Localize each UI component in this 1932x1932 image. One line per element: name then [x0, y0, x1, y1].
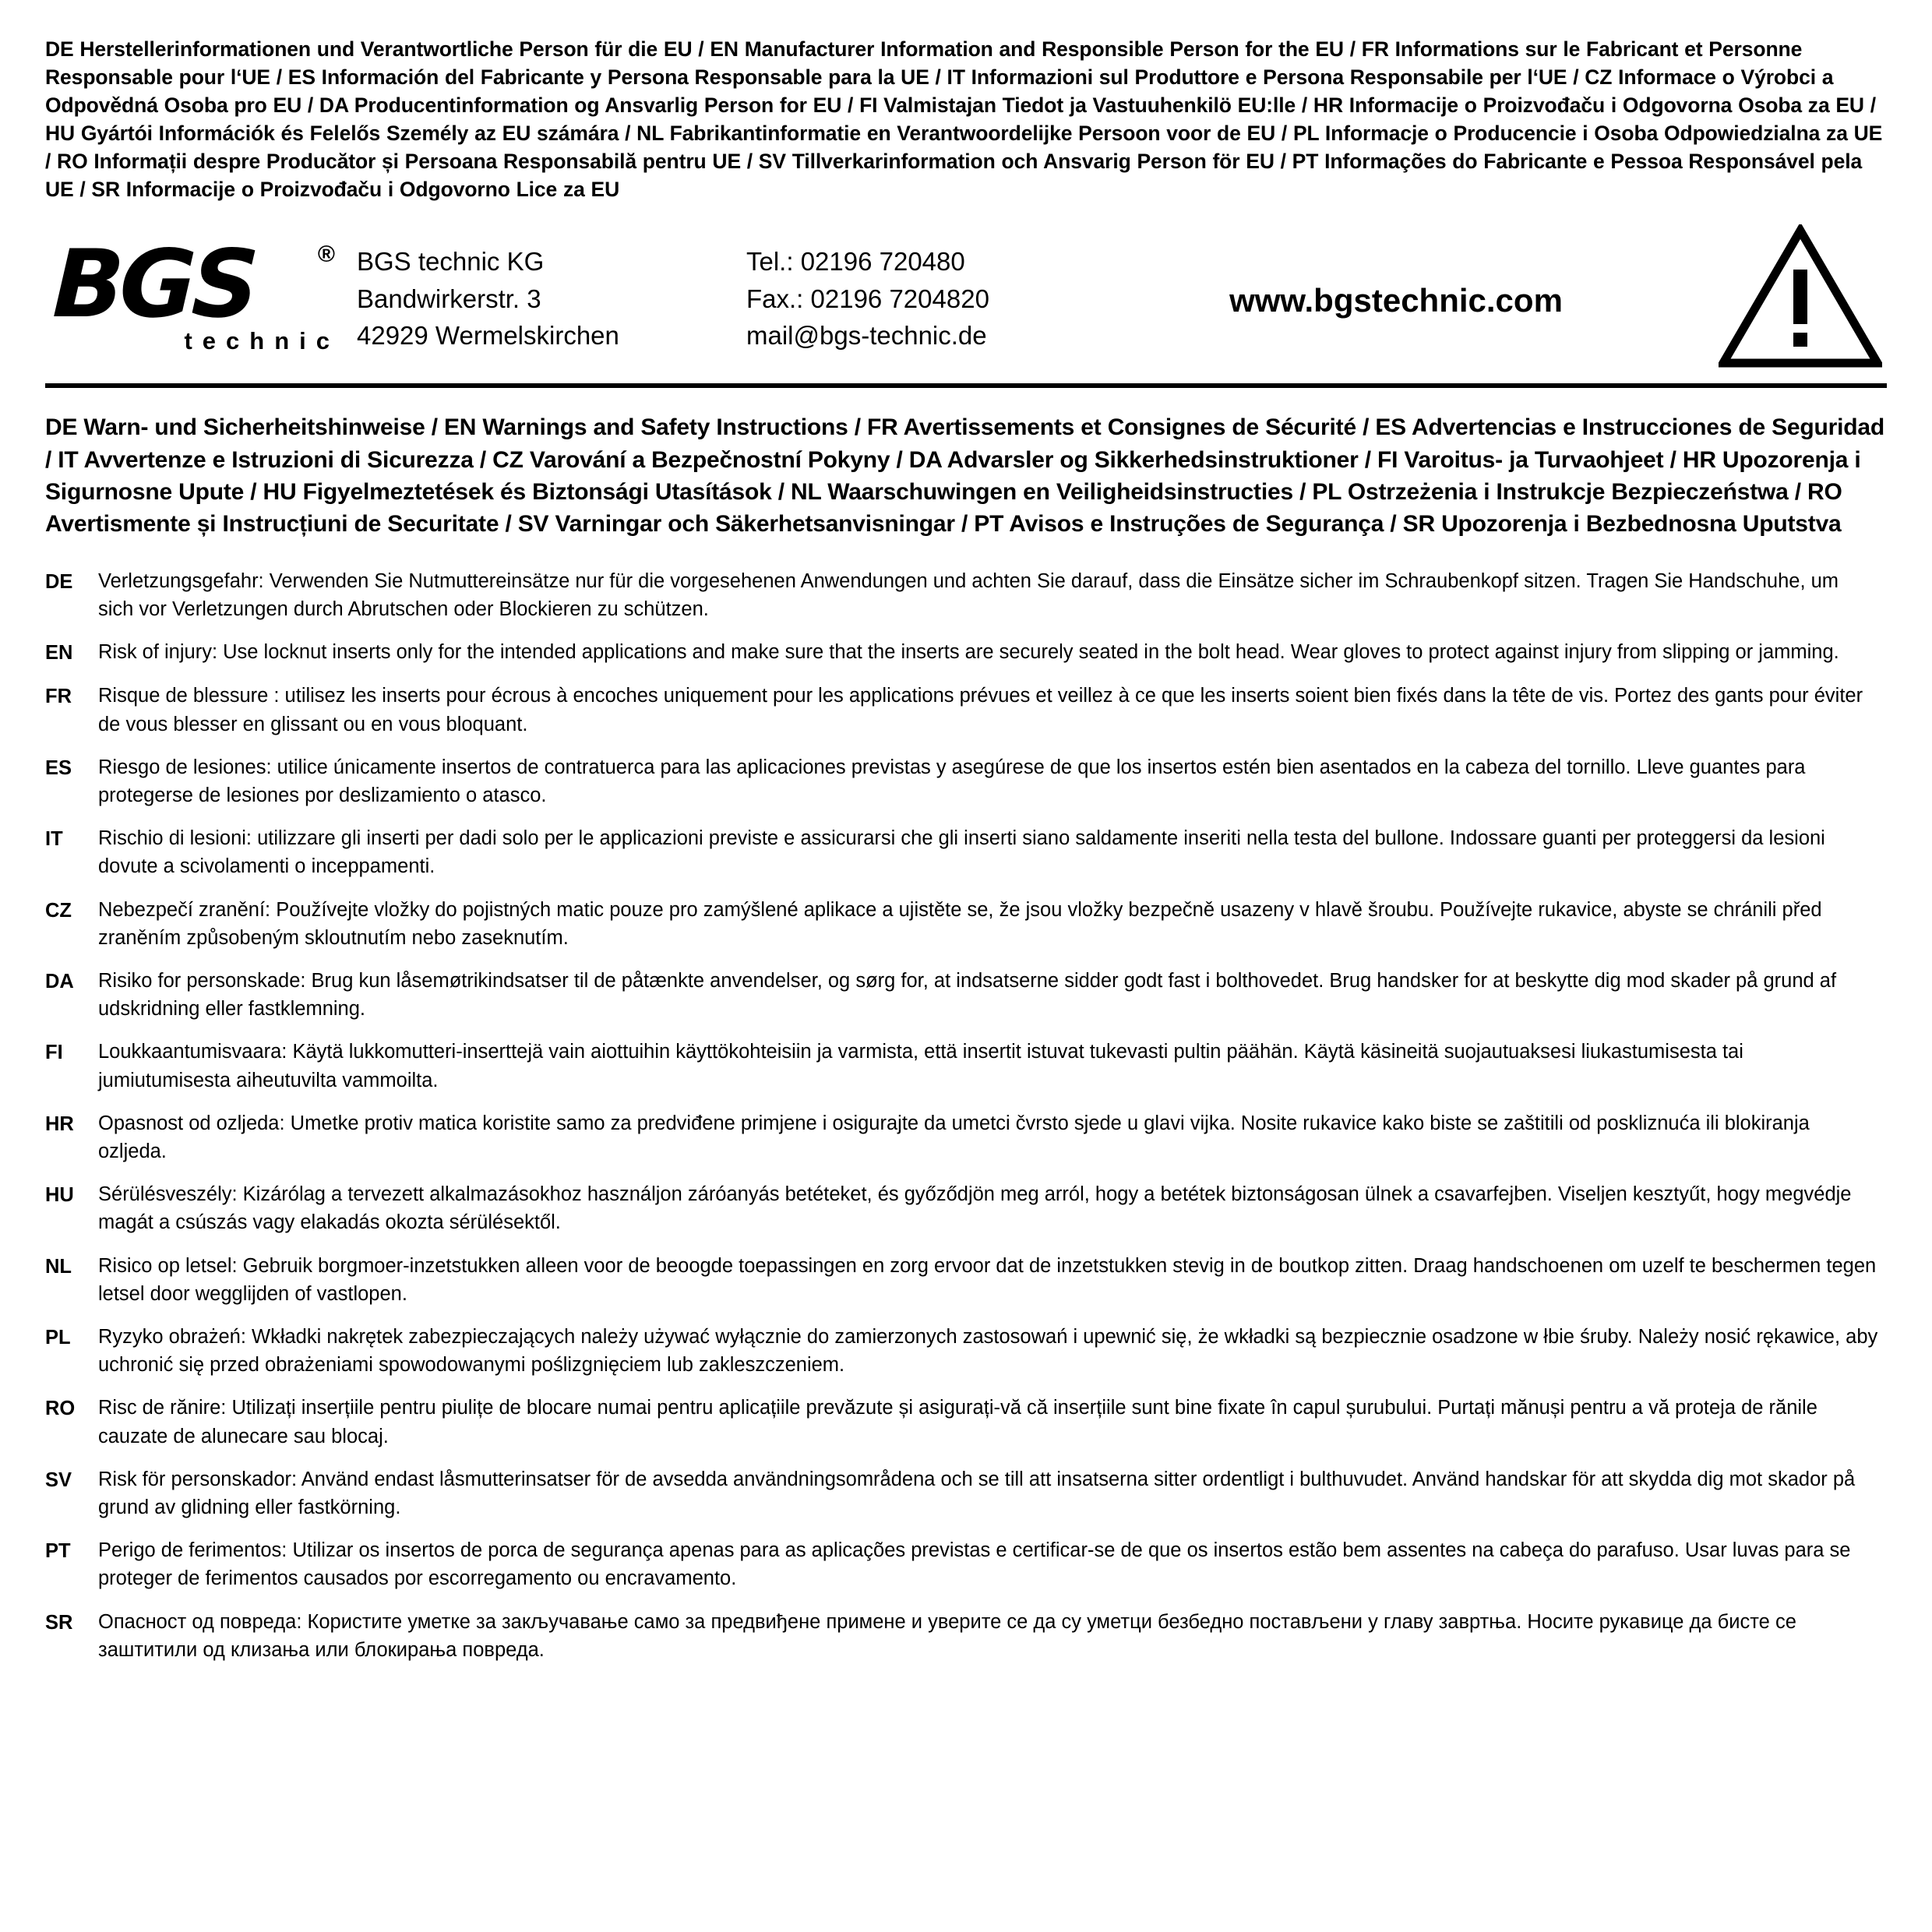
warning-text: Risiko for personskade: Brug kun låsemøtrikindsatser til de påtænkte anvendelser, og sørg for, at indsatserne sidder godt fast i bolthovedet. Brug handsker for at beskytte dig mod skader på grund af udskridning eller fastklemning. — [98, 969, 1837, 1021]
multilingual-header: DE Herstellerinformationen und Verantwortliche Person für die EU / EN Manufacturer Information and Responsible Person for the EU / FR Informations sur le Fabricant et Personne Responsable pour l‘UE / ES Información del Fabricante y Persona Responsable para la UE / IT Informazioni sul Produttore e Persona Responsabile per l‘UE / CZ Informace o Výrobci a Odpovědná Osoba pro EU / DA Producentinformation og Ansvarlig Person for EU / FI Valmistajan Tiedot ja Vastuuhenkilö EU:lle / HR Informacije o Proizvođaču i Odgovorna Osoba za EU / HU Gyártói Információk és Felelős Személy az EU számára / NL Fabrikantinformatie en Verantwoordelijke Persoon voor de EU / PL Informacje o Producencie i Osoba Odpowiedzialna za UE / RO Informații despre Producător și Persoana Responsabilă pentru UE / SV Tillverkarinformation och Ansvarig Person för EU / PT Informações do Fabricante e Pessoa Responsável pela UE / SR Informacije o Proizvođaču i Odgovorno Lice za EU — [45, 37, 1883, 202]
language-code: EN — [45, 642, 73, 665]
language-code: NL — [45, 1255, 72, 1278]
language-code: IT — [45, 828, 63, 851]
language-code: RO — [45, 1398, 76, 1420]
language-code: HU — [45, 1184, 74, 1207]
company-fax: Fax.: 02196 7204820 — [746, 284, 989, 313]
language-code: DA — [45, 970, 74, 992]
warning-text: Rischio di lesioni: utilizzare gli inserti per dadi solo per le applicazioni previste e assicurarsi che gli inserti siano saldamente inseriti nella testa del bullone. Indossare guanti per proteggersi da lesioni dovute a scivolamenti o inceppamenti. — [98, 827, 1825, 878]
list-item — [45, 1109, 1887, 1165]
company-street: Bandwirkerstr. 3 — [357, 284, 541, 313]
company-email[interactable]: mail@bgs-technic.de — [746, 321, 987, 351]
list-item — [45, 682, 1887, 738]
warning-triangle-icon — [1703, 224, 1887, 368]
language-code: FR — [45, 686, 72, 708]
warning-text: Riesgo de lesiones: utilice únicamente insertos de contratuerca para las aplicaciones previstas y asegúrese de que los insertos estén bien asentados en la cabeza del tornillo. Lleve guantes para protegerse de lesiones por deslizamiento o atasco. — [98, 756, 1806, 806]
logo-text: BGS — [51, 230, 256, 339]
list-item — [45, 567, 1887, 623]
list-item — [45, 1038, 1887, 1094]
warning-text: Risk för personskador: Använd endast låsmutterinsatser för de avsedda användningsområdena och se till att insatserna sitter ordentligt i bulthuvudet. Använd handskar för att skydda dig mot skador på grund av glidning eller fastkörning. — [98, 1468, 1856, 1519]
warning-text: Risico op letsel: Gebruik borgmoer-inzetstukken alleen voor de beoogde toepassingen en zorg ervoor dat de inzetstukken stevig in de boutkop zitten. Draag handschoenen om uzelf te beschermen tegen letsel door wegglijden of vastlopen. — [98, 1254, 1877, 1305]
registered-trademark-icon: ® — [317, 241, 335, 267]
language-code: SV — [45, 1468, 72, 1491]
warning-text: Verletzungsgefahr: Verwenden Sie Nutmuttereinsätze nur für die vorgesehenen Anwendungen und achten Sie darauf, dass die Einsätze sicher im Schraubenkopf sitzen. Tragen Sie Handschuhe, um sich vor Verletzungen durch Abrutschen oder Blockieren zu schützen. — [98, 569, 1839, 620]
warning-text: Опасност од повреда: Користите уметке за закључавање само за предвиђене примене и уверите се да су уметци безбедно постављени у главу завртња. Носите рукавице да бисте се заштитили од клизања или блокирања повреда. — [98, 1610, 1796, 1661]
company-contact — [746, 238, 1120, 354]
warning-text: Nebezpečí zranění: Používejte vložky do pojistných matic pouze pro zamýšlené aplikace a ujistěte se, že jsou vložky bezpečně usazeny v hlavě šroubu. Používejte rukavice, abyste se chránili před zraněním způsobeným skloutnutím nebo zaseknutím. — [98, 898, 1822, 949]
logo-subtitle: technic — [184, 326, 340, 354]
language-code: FI — [45, 1042, 63, 1064]
list-item — [45, 1608, 1887, 1664]
warning-text: Opasnost od ozljeda: Umetke protiv matica koristite samo za predviđene primjene i osigurajte da umetci čvrsto sjede u glavi vijka. Nosite rukavice kako biste se zaštitili od posklizn‍uća ili blokiranja ozljeda. — [98, 1112, 1810, 1162]
warning-text: Perigo de ferimentos: Utilizar os insertos de porca de segurança apenas para as aplicações previstas e certificar-se de que os insertos estão bem assentes na cabeça do parafuso. Usar luvas para se proteger de ferimentos causados por escorregamento ou encravamento. — [98, 1539, 1851, 1590]
warning-text: Ryzyko obrażeń: Wkładki nakrętek zabezpieczających należy używać wyłącznie do zamierzonych zastosowań i upewnić się, że wkładki są bezpiecznie osadzone w łbie śruby. Należy nosić rękawice, aby uchronić się przed obrażeniami spowodowanymi poślizgnięciem lub zakleszczeniem. — [98, 1326, 1878, 1377]
language-code: SR — [45, 1611, 73, 1634]
language-code: DE — [45, 570, 73, 593]
language-code: PT — [45, 1540, 71, 1563]
language-code: ES — [45, 756, 72, 779]
company-name: BGS technic KG — [357, 247, 545, 277]
list-item — [45, 1536, 1887, 1592]
list-item — [45, 824, 1887, 880]
list-item — [45, 753, 1887, 809]
warning-text: Risc de rănire: Utilizați inserțiile pentru piulițe de blocare numai pentru aplicațiile prevăzute și asigurați-vă că inserțiile sunt bine fixate în capul șurubului. Purtați mănuși pentru a vă proteja de rănile cauzate de alunecare sau blocaj. — [98, 1397, 1817, 1447]
list-item — [45, 1252, 1887, 1308]
warning-text: Risk of injury: Use locknut inserts only for the intended applications and make sure that the inserts are securely seated in the bolt head. Wear gloves to protect against injury from slipping or jamming. — [98, 641, 1839, 664]
list-item — [45, 638, 1887, 667]
list-item — [45, 1465, 1887, 1521]
language-code: HR — [45, 1112, 74, 1135]
company-city: 42929 Wermelskirchen — [357, 321, 619, 351]
language-code: PL — [45, 1327, 71, 1349]
list-item — [45, 967, 1887, 1023]
company-website[interactable]: www.bgstechnic.com — [1229, 281, 1563, 319]
warnings-list — [45, 567, 1887, 1664]
company-tel: Tel.: 02196 720480 — [746, 247, 965, 277]
warning-text: Risque de blessure : utilisez les inserts pour écrous à encoches uniquement pour les applications prévues et veillez à ce que les inserts soient bien fixés dans la tête de vis. Portez des gants pour éviter de vous blesser en glissant ou en vous bloquant. — [98, 685, 1863, 735]
language-code: CZ — [45, 899, 72, 922]
bgs-logo — [45, 230, 357, 355]
company-info-band — [45, 220, 1887, 388]
list-item — [45, 1394, 1887, 1450]
list-item — [45, 1323, 1887, 1379]
warning-text: Sérülésveszély: Kizárólag a tervezett alkalmazásokhoz használjon záróanyás betéteket, és győződjön meg arról, hogy a betétek biztonságosan ülnek a csavarfejben. Viseljen kesztyűt, hogy megvédje magát a csúszás vagy elakadás okozta sérülésektől. — [98, 1183, 1852, 1234]
section-title: DE Warn- und Sicherheitshinweise / EN Warnings and Safety Instructions / FR Avertissements et Consignes de Sécurité / ES Advertencias e Instrucciones de Seguridad / IT Avvertenze e Istruzioni di Sicurezza / CZ Varování a Bezpečnostní Pokyny / DA Advarsler og Sikkerhedsinstruktioner / FI Varoitus- ja Turvaohjeet / HR Upozorenja i Sigurnosne Upute / HU Figyelmeztetések és Biztonsági Utasítások / NL Waarschuwingen en Veiligheidsinstructies / PL Ostrzeżenia i Instrukcje Bezpieczeństwa / RO Avertismente și Instrucțiuni de Securitate / SV Varningar och Säkerhetsanvisningar / PT Avisos e Instruções de Segurança / SR Upozorenja i Bezbednosna Uputstva — [45, 414, 1884, 538]
list-item — [45, 1180, 1887, 1236]
warning-text: Loukkaantumisvaara: Käytä lukkomutteri-inserttejä vain aiottuihin käyttökohteisiin ja varmista, että insertit istuvat tukevasti pultin päähän. Käytä käsineitä suojautuaksesi liukastumisesta tai jumiutumisesta aiheutuvilta vammoilta. — [98, 1041, 1743, 1091]
company-address — [357, 238, 746, 354]
list-item — [45, 896, 1887, 952]
